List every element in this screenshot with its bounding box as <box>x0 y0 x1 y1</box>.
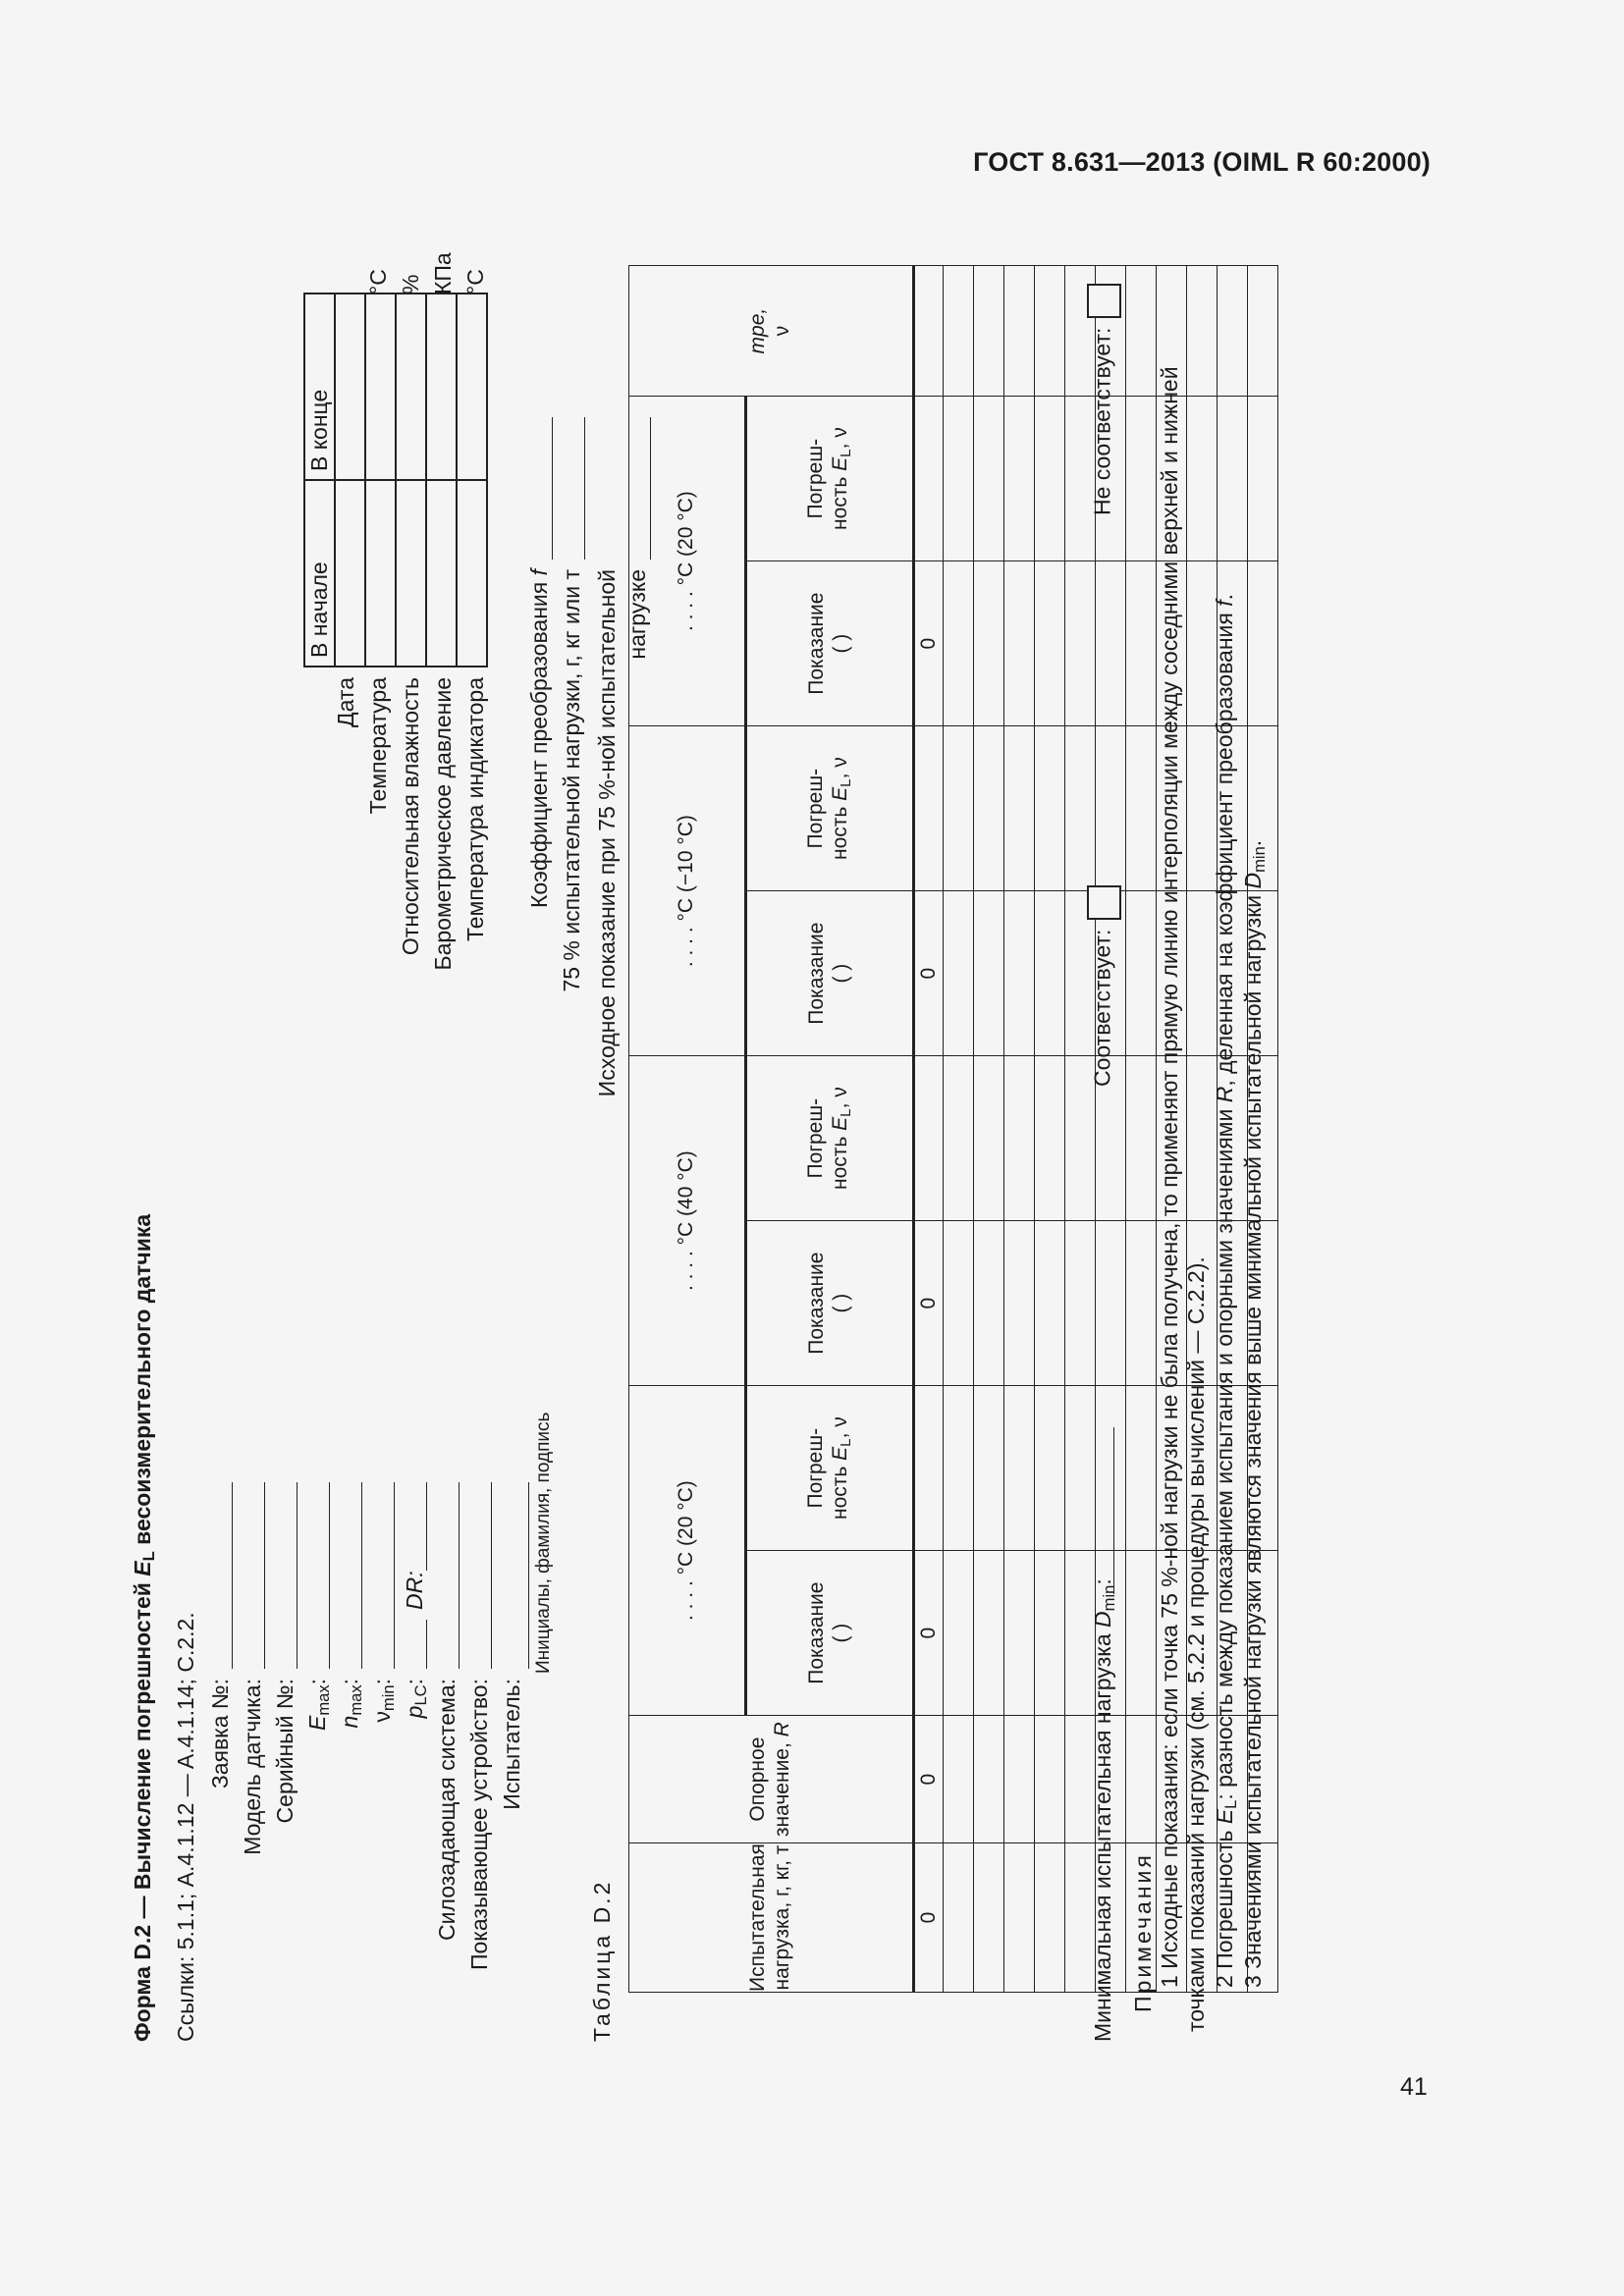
label-vmin: $\nu_{min}$: <box>369 1679 399 1723</box>
cell-pressure-start[interactable] <box>426 480 457 667</box>
field-line-nmax[interactable] <box>361 1482 362 1669</box>
table-cell[interactable] <box>974 1221 1004 1386</box>
table-cell[interactable] <box>1035 397 1065 561</box>
table-cell[interactable] <box>944 1056 974 1221</box>
field-line-force-system[interactable] <box>459 1482 460 1669</box>
table-cell[interactable] <box>1248 561 1278 726</box>
table-cell[interactable] <box>1126 266 1157 397</box>
table-cell[interactable] <box>1096 726 1126 891</box>
form-title: Форма D.2 — Вычисление погрешностей $E_L$ весоизмерительного датчика <box>130 1213 159 2042</box>
not-complies-checkbox[interactable] <box>1087 284 1121 318</box>
table-cell[interactable] <box>1126 1716 1157 1843</box>
cell-indicator-end[interactable] <box>457 294 487 480</box>
table-cell[interactable] <box>944 561 974 726</box>
table-cell[interactable] <box>1096 1221 1126 1386</box>
table-cell[interactable] <box>1035 561 1065 726</box>
table-cell[interactable]: 0 <box>914 1716 944 1843</box>
cell-humidity-end[interactable] <box>396 294 426 480</box>
field-line-load-75[interactable] <box>584 417 585 560</box>
table-cell[interactable] <box>1065 726 1096 891</box>
table-cell[interactable] <box>1218 397 1248 561</box>
table-cell[interactable] <box>1035 1551 1065 1716</box>
table-cell[interactable] <box>974 1843 1004 1993</box>
table-cell[interactable] <box>1004 1056 1035 1221</box>
label-conversion-coefficient: Коэффициент преобразования f <box>526 569 552 909</box>
table-cell[interactable] <box>1004 1551 1035 1716</box>
header-error: Погреш- ность $E_L$, ν <box>746 397 914 561</box>
table-cell[interactable] <box>914 1386 944 1551</box>
table-cell[interactable] <box>914 266 944 397</box>
header-indication: Показание ( ) <box>746 1221 914 1386</box>
table-cell[interactable]: 0 <box>914 1551 944 1716</box>
table-cell[interactable] <box>1065 1386 1096 1551</box>
field-line-min-load[interactable] <box>1113 1427 1114 1594</box>
table-cell[interactable] <box>1004 891 1035 1056</box>
references: Ссылки: 5.1.1; A.4.1.12 — A.4.1.14; C.2.2. <box>173 1612 198 2042</box>
unit-humidity: % <box>398 274 423 294</box>
environment-table <box>303 293 488 667</box>
table-cell[interactable] <box>1126 397 1157 561</box>
label-load-75: 75 % испытательной нагрузки, г, кг или т <box>559 569 584 992</box>
col-end-header: В конце <box>304 294 335 480</box>
table-cell[interactable] <box>1065 561 1096 726</box>
note-1: 1 Исходные показания: если точка 75 %-ной нагрузки не была получена, то применяют прямую линию интерполяции между соседними верхней и нижней <box>1157 366 1182 1988</box>
field-line-tester[interactable] <box>528 1482 529 1669</box>
field-line-conversion-coefficient[interactable] <box>552 417 553 560</box>
table-cell[interactable] <box>1035 1843 1065 1993</box>
table-cell[interactable] <box>1035 891 1065 1056</box>
table-row <box>1004 266 1035 1993</box>
table-cell[interactable] <box>914 397 944 561</box>
table-cell[interactable] <box>1187 397 1218 561</box>
table-cell[interactable] <box>1218 266 1248 397</box>
cell-humidity-start[interactable] <box>396 480 426 667</box>
table-cell[interactable] <box>1096 1386 1126 1551</box>
table-cell[interactable] <box>1126 891 1157 1056</box>
standard-header: ГОСТ 8.631—2013 (OIML R 60:2000) <box>973 147 1431 177</box>
label-indicating-device: Показывающее устройство: <box>466 1679 492 1971</box>
header-reference-value: Опорное значение, R <box>629 1716 914 1843</box>
header-indication: Показание ( ) <box>746 1551 914 1716</box>
table-cell[interactable] <box>1004 726 1035 891</box>
table-cell[interactable] <box>974 1386 1004 1551</box>
label-serial-no: Серийный №: <box>272 1679 298 1824</box>
table-cell[interactable] <box>1004 561 1035 726</box>
table-cell[interactable] <box>1004 1843 1035 1993</box>
header-group-40c: . . . . °C (40 °C) <box>629 1056 746 1386</box>
field-line-plc[interactable] <box>426 1620 427 1669</box>
label-sensor-model: Модель датчика: <box>240 1679 265 1855</box>
unit-temperature: °C <box>365 269 391 294</box>
table-cell[interactable] <box>1065 1221 1096 1386</box>
table-cell[interactable]: 0 <box>914 1843 944 1993</box>
field-line-application-no[interactable] <box>232 1482 233 1669</box>
header-group-20c-second: . . . . °C (20 °C) <box>629 397 746 726</box>
col-start-header: В начале <box>304 480 335 667</box>
unit-pressure: КПа <box>430 252 456 294</box>
table-cell[interactable] <box>944 1221 974 1386</box>
label-indicator-temperature: Температура индикатора <box>462 677 488 942</box>
table-cell[interactable]: 0 <box>914 891 944 1056</box>
field-line-dr[interactable] <box>426 1482 427 1571</box>
cell-pressure-end[interactable] <box>426 294 457 480</box>
table-cell[interactable] <box>974 1716 1004 1843</box>
cell-date-start[interactable] <box>335 480 365 667</box>
complies-field: Соответствует: <box>1087 885 1121 1087</box>
field-line-emax[interactable] <box>329 1482 330 1669</box>
table-row <box>1126 266 1157 1993</box>
label-application-no: Заявка №: <box>207 1679 233 1789</box>
label-tester: Испытатель: <box>499 1679 524 1810</box>
tester-caption: Инициалы, фамилия, подпись <box>533 1412 554 1674</box>
header-error: Погреш- ность $E_L$, ν <box>746 1056 914 1221</box>
label-force-system: Силозадающая система: <box>434 1679 460 1941</box>
table-cell[interactable] <box>1126 726 1157 891</box>
table-cell[interactable] <box>974 397 1004 561</box>
table-cell[interactable] <box>1248 266 1278 397</box>
table-cell[interactable] <box>1004 1386 1035 1551</box>
field-line-sensor-model[interactable] <box>264 1482 265 1669</box>
table-cell[interactable] <box>1004 266 1035 397</box>
table-cell[interactable] <box>1004 397 1035 561</box>
table-cell[interactable] <box>974 266 1004 397</box>
table-cell[interactable] <box>974 1056 1004 1221</box>
cell-temp-start[interactable] <box>365 480 396 667</box>
note-1-continuation: точками показаний нагрузки (см. 5.2.2 и процедуры вычислений — С.2.2). <box>1183 1256 1209 2032</box>
field-line-vmin[interactable] <box>394 1482 395 1669</box>
header-indication: Показание ( ) <box>746 891 914 1056</box>
table-cell[interactable] <box>944 397 974 561</box>
label-dr: DR: <box>402 1571 427 1610</box>
field-line-indicating-device[interactable] <box>491 1482 492 1669</box>
table-cell[interactable] <box>1126 1386 1157 1551</box>
label-nmax: $n_{max}$: <box>337 1679 366 1729</box>
table-cell[interactable] <box>1035 726 1065 891</box>
table-caption: Таблица D.2 <box>589 1879 615 2042</box>
table-cell[interactable]: 0 <box>914 561 944 726</box>
table-cell[interactable] <box>1035 1056 1065 1221</box>
table-cell[interactable]: 0 <box>914 1221 944 1386</box>
label-initial-indication-line2: нагрузке <box>624 569 650 660</box>
table-cell[interactable] <box>944 891 974 1056</box>
label-initial-indication: Исходное показание при 75 %-ной испытательной <box>594 569 620 1097</box>
table-cell[interactable] <box>974 726 1004 891</box>
label-emax: $E_{max}$: <box>304 1679 334 1731</box>
note-3: 3 Значениями испытательной нагрузки являются значения выше минимальной испытательной нагрузки $D_{min}$. <box>1240 839 1270 1988</box>
table-cell[interactable] <box>944 1843 974 1993</box>
cell-temp-end[interactable] <box>365 294 396 480</box>
table-cell[interactable] <box>1126 1551 1157 1716</box>
table-cell[interactable] <box>1187 266 1218 397</box>
table-cell[interactable] <box>1096 561 1126 726</box>
cell-indicator-start[interactable] <box>457 480 487 667</box>
table-cell[interactable] <box>914 1056 944 1221</box>
label-plc: $p_{LC}$: <box>402 1679 431 1719</box>
table-cell[interactable] <box>974 561 1004 726</box>
header-mpe: mpe, ν <box>629 266 914 397</box>
table-cell[interactable] <box>1126 1056 1157 1221</box>
cell-date-end[interactable] <box>335 294 365 480</box>
header-group-20c-first: . . . . °C (20 °C) <box>629 1386 746 1716</box>
table-row <box>914 266 944 1993</box>
table-cell[interactable] <box>944 726 974 891</box>
notes-heading: Примечания <box>1130 1852 1156 2012</box>
table-cell[interactable] <box>1248 397 1278 561</box>
table-cell[interactable] <box>944 1551 974 1716</box>
min-load-label: Минимальная испытательная нагрузка $D_{min}$: <box>1090 1578 1119 2042</box>
header-test-load: Испытательная нагрузка, г, кг, т <box>629 1843 914 1993</box>
label-pressure: Барометрическое давление <box>430 677 456 971</box>
table-cell[interactable] <box>944 1386 974 1551</box>
table-cell[interactable] <box>1035 1221 1065 1386</box>
table-cell[interactable] <box>1126 1221 1157 1386</box>
page-number: 41 <box>1400 2073 1428 2101</box>
table-row <box>974 266 1004 1993</box>
table-row <box>1035 266 1065 1993</box>
table-cell[interactable] <box>974 1551 1004 1716</box>
table-cell[interactable] <box>1126 561 1157 726</box>
table-row <box>944 266 974 1993</box>
header-indication: Показание ( ) <box>746 561 914 726</box>
unit-indicator-temperature: °C <box>462 269 488 294</box>
table-cell[interactable] <box>1035 1386 1065 1551</box>
header-group-minus10c: . . . . °C (−10 °C) <box>629 726 746 1056</box>
rotated-form <box>108 226 1414 2071</box>
table-cell[interactable] <box>944 1716 974 1843</box>
table-cell[interactable] <box>1035 1716 1065 1843</box>
complies-checkbox[interactable] <box>1087 885 1121 920</box>
label-temperature: Температура <box>365 677 391 815</box>
table-cell[interactable] <box>1004 1716 1035 1843</box>
table-cell[interactable] <box>914 726 944 891</box>
label-date: Дата <box>333 677 358 727</box>
table-cell[interactable] <box>1035 266 1065 397</box>
not-complies-field: Не соответствует: <box>1087 284 1121 515</box>
header-error: Погреш- ность $E_L$, ν <box>746 1386 914 1551</box>
table-cell[interactable] <box>1004 1221 1035 1386</box>
table-cell[interactable] <box>944 266 974 397</box>
field-line-serial-no[interactable] <box>297 1482 298 1669</box>
note-2: 2 Погрешность $E_L$: разность между показанием испытания и опорными значениями R, деленная на коэффициент преобразования f. <box>1212 593 1241 1988</box>
header-error: Погреш- ность $E_L$, ν <box>746 726 914 891</box>
table-cell[interactable] <box>974 891 1004 1056</box>
label-humidity: Относительная влажность <box>398 677 423 956</box>
